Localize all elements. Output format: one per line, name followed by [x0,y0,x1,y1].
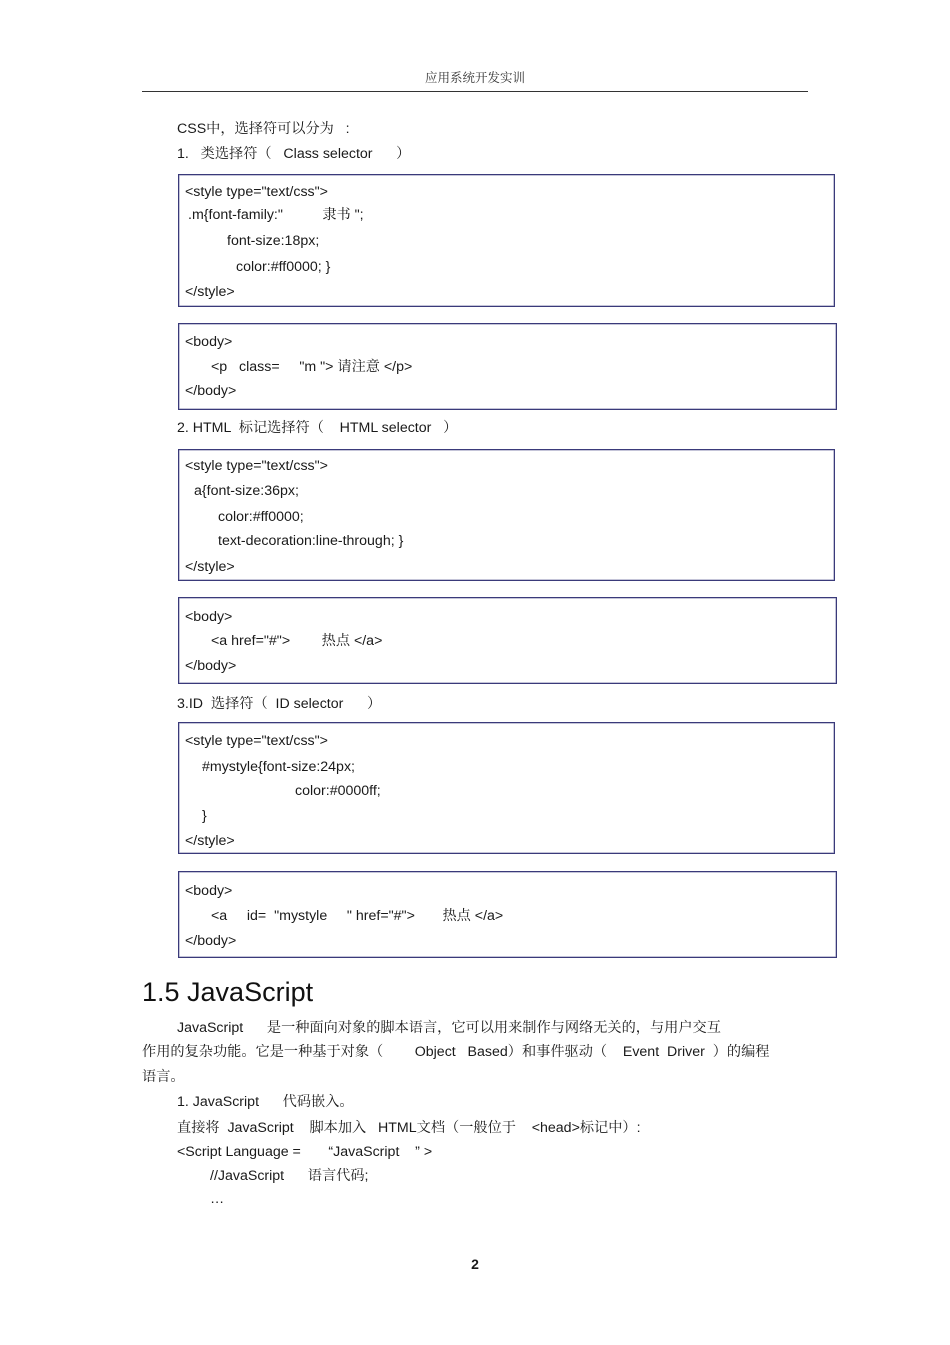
code-line: a{font-size:36px; [194,483,299,499]
code-line: </body> [185,658,237,674]
id-selector-heading: 3.ID 选择符（ ID selector ） [177,696,382,712]
code-line: color:#ff0000; [218,509,304,525]
code-line: <body> [185,883,233,899]
code-line: </body> [185,933,237,949]
code-line: //JavaScript 语言代码; [210,1168,369,1184]
code-line: font-size:18px; [227,233,320,249]
code-line: color:#0000ff; [295,783,381,799]
list-item: 1. JavaScript 代码嵌入。 [177,1094,354,1110]
section-heading: 1.5 JavaScript [142,977,314,1007]
code-line: </body> [185,383,237,399]
code-line: .m{font-family:" 隶书 "; [188,207,364,223]
paragraph-line: 作用的复杂功能。它是一种基于对象（ Object Based）和事件驱动（ Event Driver ）的编程 [142,1044,770,1060]
code-line: <body> [185,334,233,350]
code-line: color:#ff0000; } [236,259,331,275]
code-line: … [210,1191,225,1207]
code-line: </style> [185,559,235,575]
paragraph-line: JavaScript 是一种面向对象的脚本语言，它可以用来制作与网络无关的，与用户交互 [177,1020,721,1036]
code-line: <style type="text/css"> [185,184,328,200]
header-rule [142,91,808,92]
code-line: <body> [185,609,233,625]
code-line: <p class= "m "> 请注意 </p> [211,359,413,375]
code-line: <style type="text/css"> [185,458,328,474]
css-intro: CSS中，选择符可以分为 : [177,121,350,137]
code-line: <Script Language = “JavaScript ” > [177,1144,433,1160]
paragraph-line: 直接将 JavaScript 脚本加入 HTML文档（一般位于 <head>标记中）: [177,1120,641,1136]
code-line: </style> [185,833,235,849]
paragraph-line: 语言。 [142,1069,185,1085]
code-line: </style> [185,284,235,300]
class-selector-heading: 1. 类选择符（ Class selector ） [177,146,411,162]
page-number: 2 [471,1256,479,1272]
html-selector-heading: 2. HTML 标记选择符（ HTML selector ） [177,420,458,436]
code-line: #mystyle{font-size:24px; [202,759,355,775]
code-line: } [202,808,207,824]
code-line: <style type="text/css"> [185,733,328,749]
running-header: 应用系统开发实训 [424,71,525,85]
code-line: <a id= "mystyle " href="#"> 热点 </a> [211,908,504,924]
code-line: text-decoration:line-through; } [218,533,404,549]
code-line: <a href="#"> 热点 </a> [211,633,383,649]
